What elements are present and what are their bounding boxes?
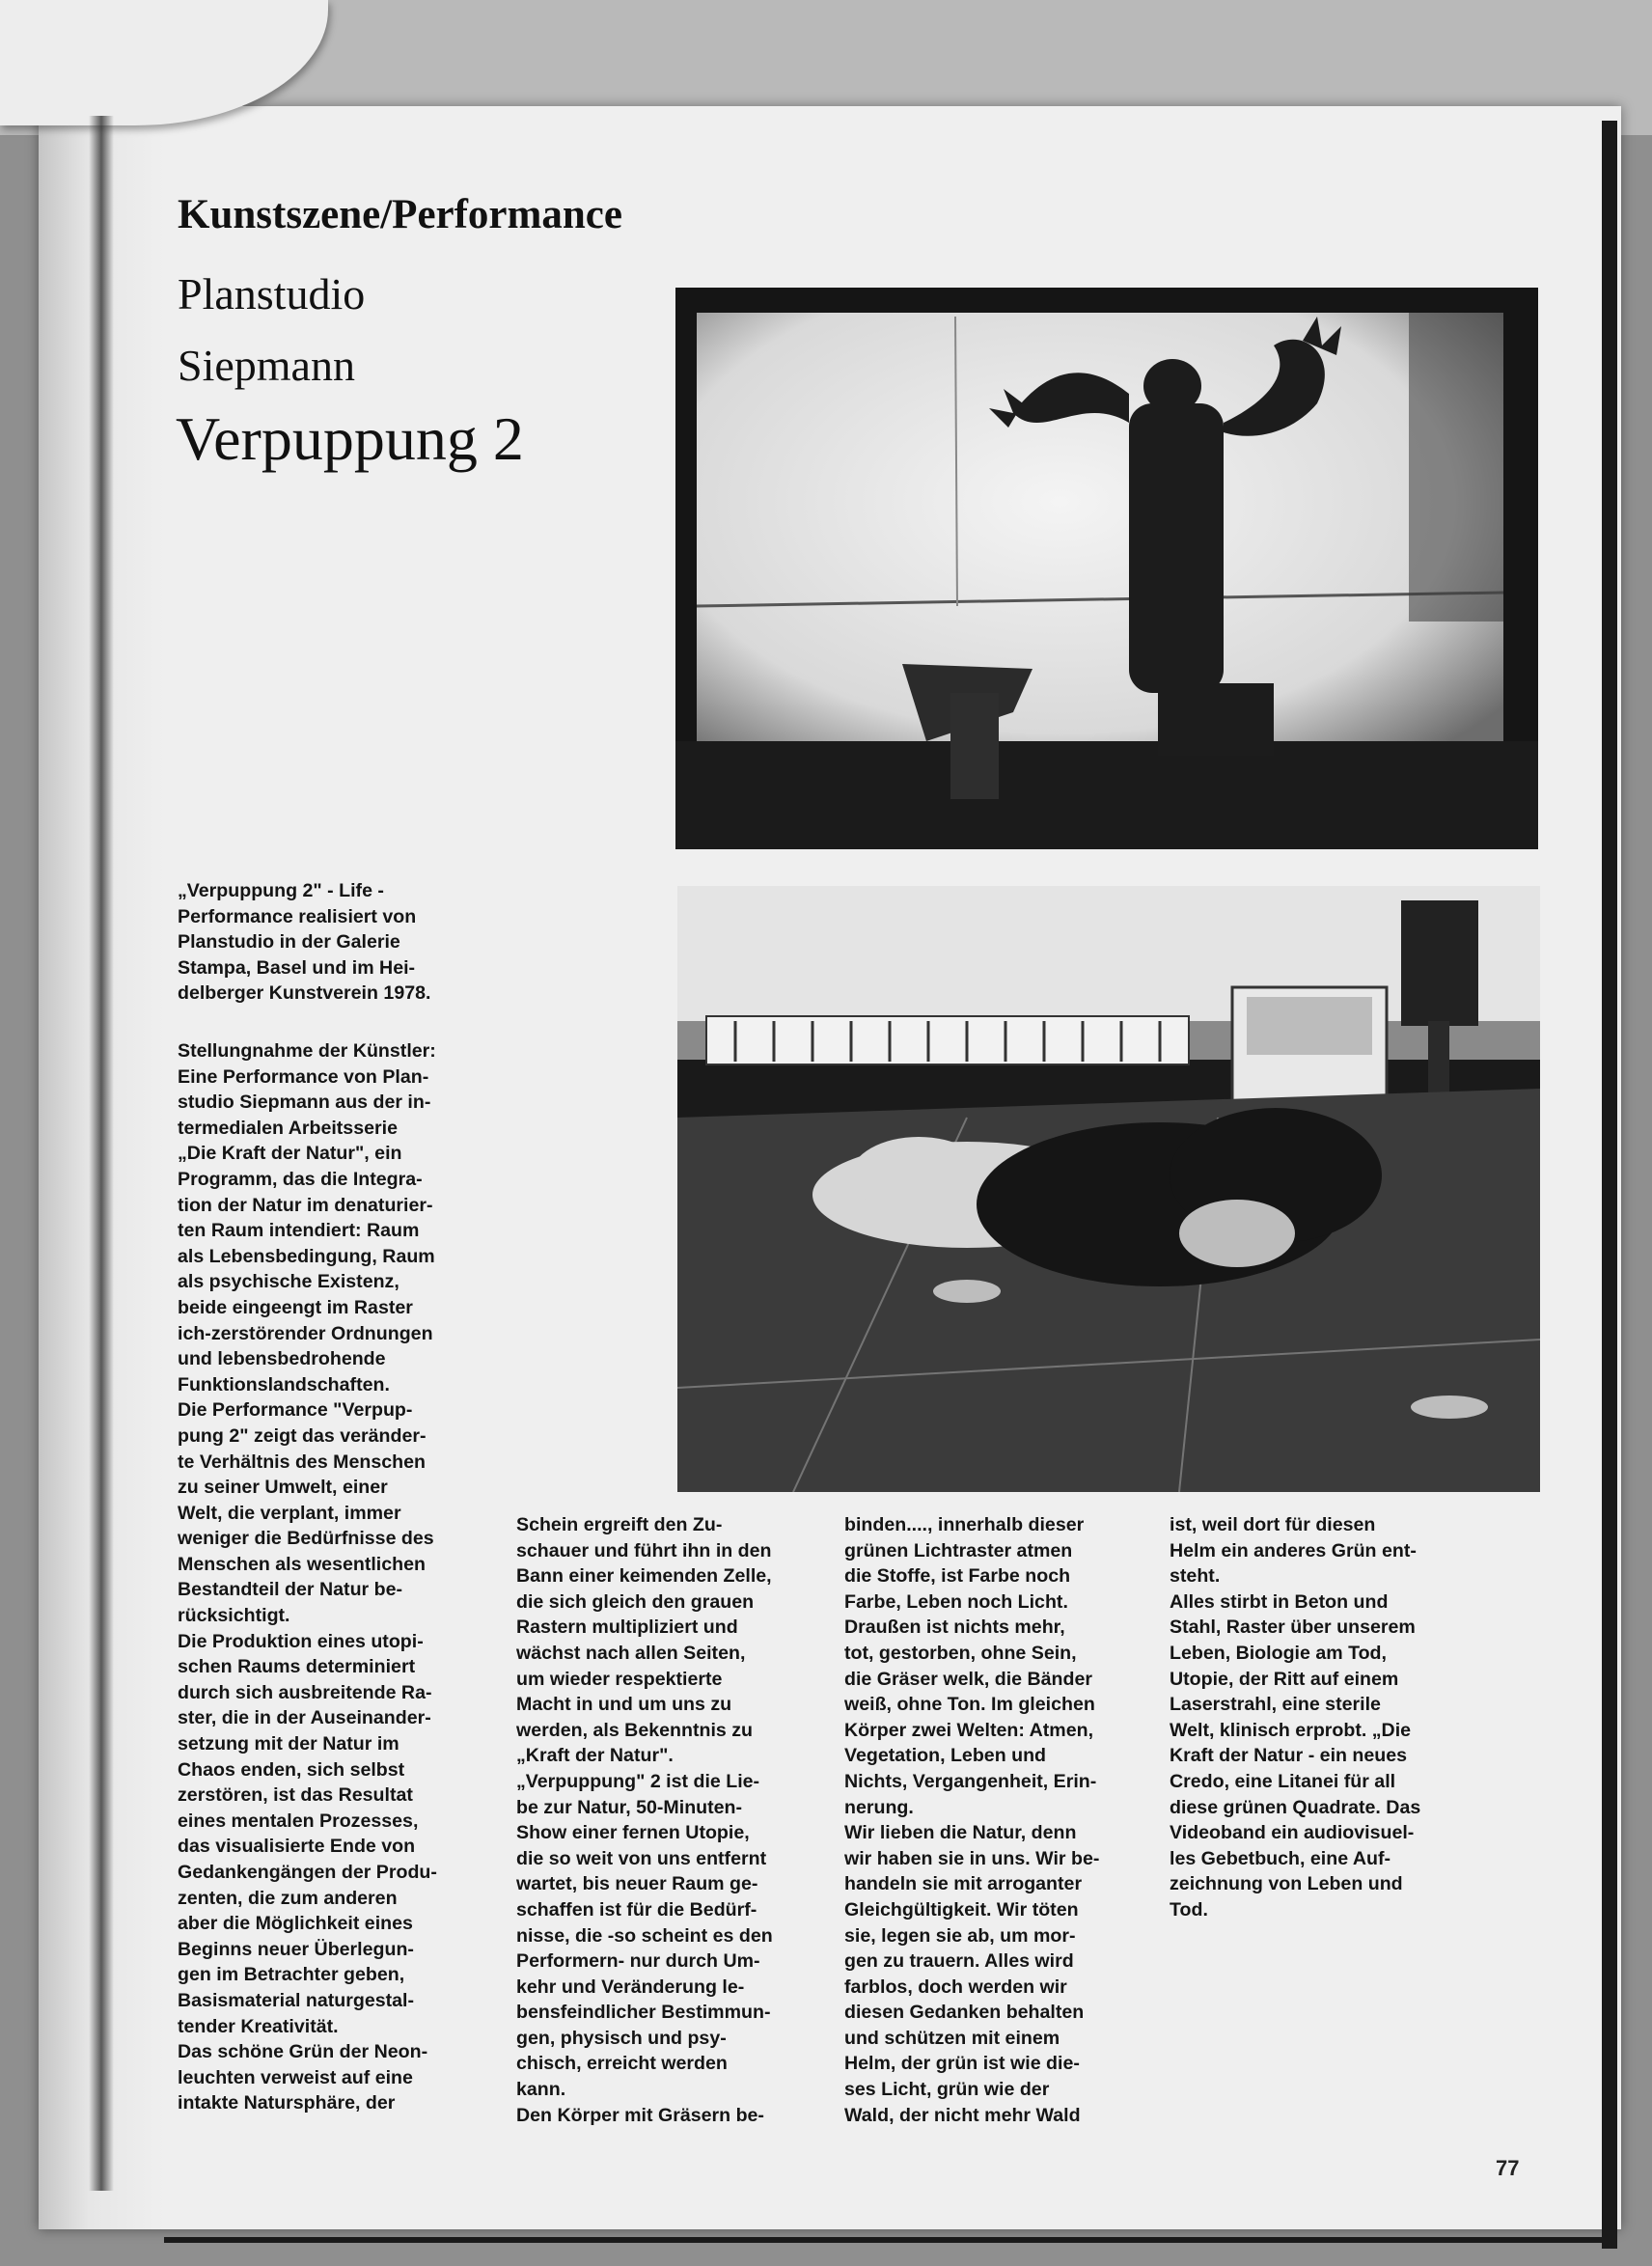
text-column-2 [516,1512,835,2128]
text-column-4 [1170,1512,1498,1923]
text-column-1 [178,1038,506,2116]
bottom-rule [164,2237,1602,2243]
column-4-text: ist, weil dort für diesen Helm ein anderes Grün ent- steht. Alles stirbt in Beton und Stahl, Raster über unserem Leben, Biologie am Tod, Utopie, der Ritt auf einem Laserstrahl, eine sterile Welt, klinisch erprobt. „Die Kraft der Natur - ein neues Credo, eine Litanei für all diese grünen Quadrate. Das Videoband ein audiovisuel- les Gebetbuch, eine Auf- zeichnung von Leben und Tod. [1170,1514,1421,1921]
column-1-text: Stellungnahme der Künstler: Eine Performance von Plan- studio Siepmann aus der in- termedialen Arbeitsserie „Die Kraft der Natur", ein Programm, das die Integra- tion der Natur im denaturier- ten Raum intendiert: Raum als Lebensbedingung, Raum als psychische Existenz, beide eingeengt im Raster ich-zerstörender Ordnungen und lebensbedrohende Funktionslandschaften. Die Performance "Verpup- pung 2" zeigt das veränder- te Verhältnis des Menschen zu seiner Umwelt, einer Welt, die verplant, immer weniger die Bedürfnisse des Menschen als wesentlichen Bestandteil der Natur be- rücksichtigt. Die Produktion eines utopi- schen Raums determiniert durch sich ausbreitende Ra- ster, die in der Auseinander- setzung mit der Natur im Chaos enden, sich selbst zerstören, ist das Resultat eines mentalen Prozesses, das visualisierte Ende von Gedankengängen der Produ- zenten, die zum anderen aber die Möglichkeit eines Beginns neuer Überlegun- gen im Betrachter geben, Basismaterial naturgestal- tender Kreativität. Das schöne Grün der Neon- leuchten verweist auf eine intakte Natursphäre, der [178,1040,437,2114]
installation-photo-image [677,886,1540,1492]
artist-line-2: Siepmann [178,341,355,390]
column-3-text: binden...., innerhalb dieser grünen Lichtraster atmen die Stoffe, ist Farbe noch Farbe, Leben noch Licht. Draußen ist nichts mehr, tot, gestorben, ohne Sein, die Gräser welk, die Bänder weiß, ohne Ton. Im gleichen Körper zwei Welten: Atmen, Vegetation, Leben und Nichts, Vergangenheit, Erin- nerung. Wir lieben die Natur, denn wir haben sie in uns. Wir be- handeln sie mit arroganter Gleichgültigkeit. Wir töten sie, legen sie ab, um mor- gen zu trauern. Alles wird farblos, doch werden wir diesen Gedanken behalten und schützen mit einem Helm, der grün ist wie die- ses Licht, grün wie der Wald, der nicht mehr Wald [844,1514,1100,2126]
caption-text: „Verpuppung 2" - Life - Performance realisiert von Planstudio in der Galerie Stampa, Basel und im Hei- delberger Kunstverein 1978. [178,880,431,1005]
column-2-text: Schein ergreift den Zu- schauer und führt ihn in den Bann einer keimenden Zelle, die sich gleich den grauen Rastern multipliziert und wächst nach allen Seiten, um wieder respektierte Macht in und um uns zu werden, als Bekenntnis zu „Kraft der Natur". „Verpuppung" 2 ist die Lie- be zur Natur, 50-Minuten- Show einer fernen Utopie, die so weit von uns entfernt wartet, bis neuer Raum ge- schaffen ist für die Bedürf- nisse, die -so scheint es den Performern- nur durch Um- kehr und Veränderung le- bensfeindlicher Bestimmun- gen, physisch und psy- chisch, erreicht werden kann. Den Körper mit Gräsern be- [516,1514,773,2126]
left-margin-bar [89,116,114,2191]
right-margin-rule [1602,121,1617,2249]
article-title: Verpuppung 2 [176,404,524,473]
text-column-3 [844,1512,1163,2128]
performer-photo [675,288,1538,849]
artist-line-1: Planstudio [178,269,366,318]
installation-photo [677,886,1540,1492]
performer-photo-image [675,288,1538,849]
photo-caption [178,878,506,1007]
page-number: 77 [1496,2156,1520,2180]
section-kicker: Kunstszene/Performance [178,192,622,237]
